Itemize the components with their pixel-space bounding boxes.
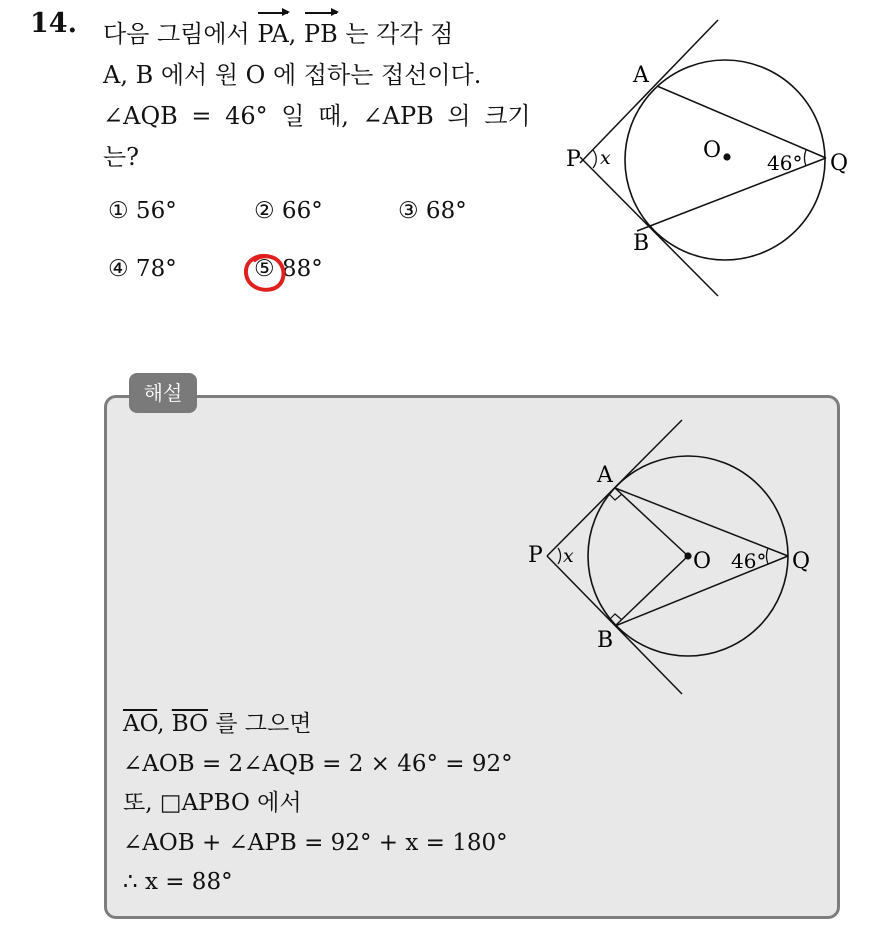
label-q: Q bbox=[792, 549, 811, 574]
label-angle: 46° bbox=[767, 151, 803, 175]
chord-aq bbox=[615, 488, 788, 556]
problem-figure bbox=[560, 18, 870, 308]
angle-arc-q bbox=[804, 150, 806, 166]
segment-ao: $\overline{AO}$ bbox=[123, 711, 158, 737]
label-p: P bbox=[528, 543, 543, 568]
choice-1[interactable]: ① 56° bbox=[108, 198, 177, 224]
label-p: P bbox=[566, 147, 581, 172]
question-line-4: 는? bbox=[103, 143, 140, 171]
tangent-line-b bbox=[547, 556, 682, 694]
question-line-1-pre: 다음 그림에서 bbox=[103, 20, 258, 48]
segment-bo: $\overline{BO}$ bbox=[171, 711, 208, 737]
solution-line-1-sep: , bbox=[157, 711, 172, 737]
question-line-1-post: 는 각각 점 bbox=[337, 20, 454, 48]
solution-line-3: 또, □APBO 에서 bbox=[123, 790, 302, 816]
answer-circle-mark bbox=[241, 251, 289, 295]
label-o: O bbox=[703, 138, 722, 163]
angle-arc-p bbox=[593, 150, 596, 168]
radius-bo bbox=[615, 556, 688, 626]
solution-tab: 해설 bbox=[129, 373, 197, 413]
label-a: A bbox=[597, 463, 613, 488]
solution-line-2: ∠AOB = 2∠AQB = 2 × 46° = 92° bbox=[123, 750, 513, 777]
choice-3[interactable]: ③ 68° bbox=[398, 198, 467, 224]
question-line-1-sep: , bbox=[288, 20, 304, 48]
question-line-2: A, B 에서 원 O 에 접하는 접선이다. bbox=[103, 61, 482, 89]
label-x: x bbox=[600, 147, 611, 169]
choice-4[interactable]: ④ 78° bbox=[108, 256, 177, 282]
right-angle-mark-a bbox=[609, 494, 622, 500]
vector-pa: PA bbox=[257, 8, 288, 55]
chord-aq bbox=[657, 86, 826, 158]
tangent-line-a bbox=[547, 420, 682, 556]
question-line-1 bbox=[103, 8, 533, 55]
solution-line-4: ∠AOB + ∠APB = 92° + x = 180° bbox=[123, 829, 508, 856]
label-angle: 46° bbox=[731, 549, 767, 573]
label-b: B bbox=[597, 628, 614, 653]
solution-line-5: ∴ x = 88° bbox=[123, 869, 233, 895]
question-number: 14. bbox=[30, 8, 77, 39]
label-b: B bbox=[633, 231, 650, 256]
label-q: Q bbox=[830, 151, 849, 176]
center-dot bbox=[723, 153, 730, 160]
solution-text bbox=[123, 705, 513, 903]
question-line-3: ∠AQB = 46° 일 때, ∠APB 의 크기 bbox=[103, 102, 531, 130]
label-o: O bbox=[693, 549, 712, 574]
center-dot bbox=[684, 552, 691, 559]
choice-5[interactable]: ⑤ 88° bbox=[254, 256, 323, 282]
question-text bbox=[103, 8, 533, 178]
radius-ao bbox=[615, 488, 688, 556]
solution-line-1-post: 를 그으면 bbox=[207, 711, 312, 737]
solution-figure bbox=[520, 418, 830, 698]
vector-pb: PB bbox=[304, 8, 338, 55]
solution-line-1 bbox=[123, 705, 513, 745]
label-a: A bbox=[633, 63, 649, 88]
tangent-line-a bbox=[580, 20, 718, 163]
label-x: x bbox=[563, 545, 574, 567]
angle-arc-p bbox=[558, 548, 561, 564]
choice-2[interactable]: ② 66° bbox=[254, 198, 323, 224]
angle-arc-q bbox=[766, 548, 768, 564]
